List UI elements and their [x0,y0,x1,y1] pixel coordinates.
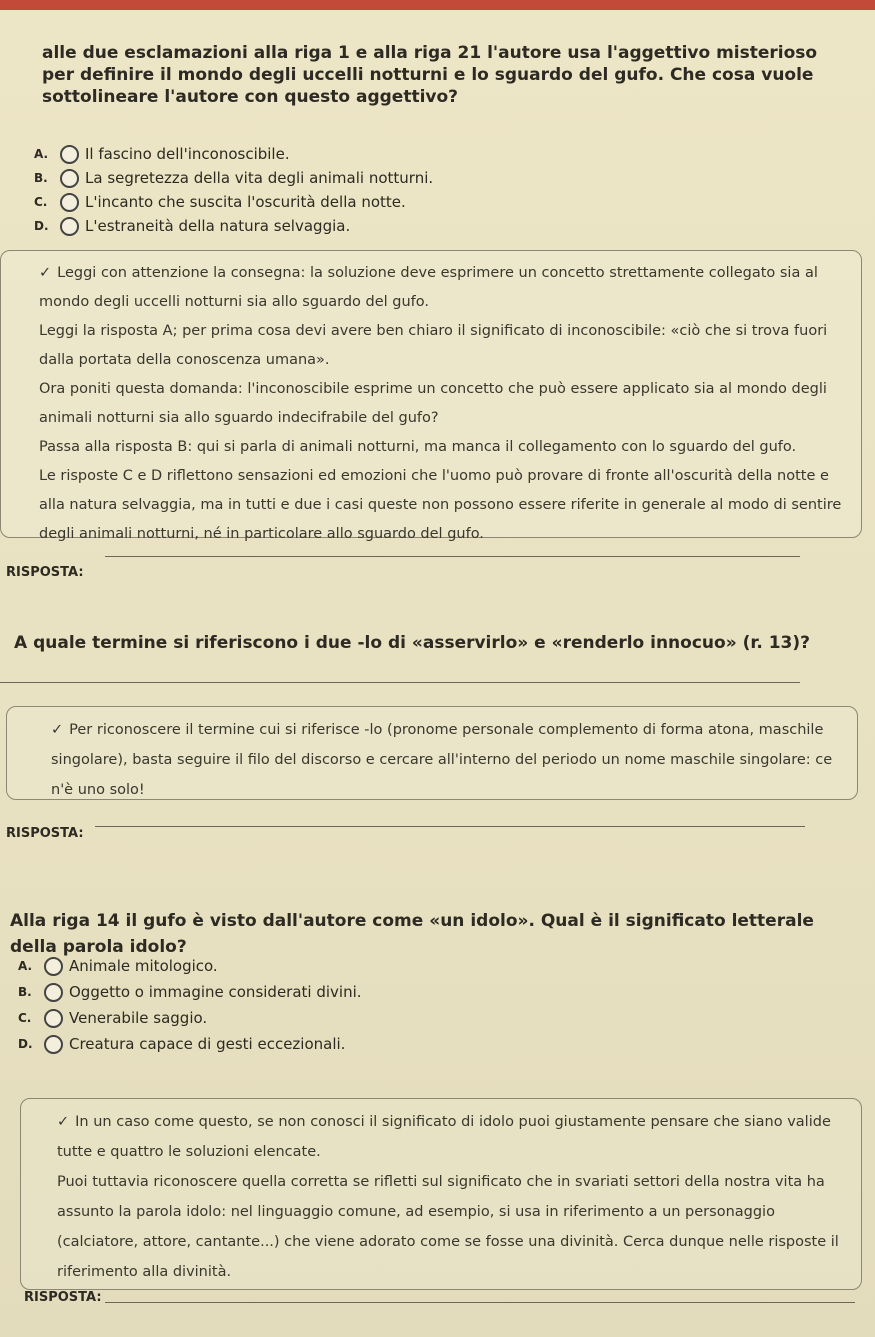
hint-paragraph: Leggi la risposta A; per prima cosa devi avere ben chiaro il significato di inconoscibile: «ciò che si trova fuori dalla portata della conoscenza umana». [39,323,828,368]
radio-circle-icon[interactable] [60,145,79,164]
question-1-options [34,142,794,238]
option-d[interactable] [34,214,794,238]
hint-box-3 [20,1098,862,1290]
option-text: Venerabile saggio. [69,1009,208,1027]
check-icon: ✓ [57,1114,70,1130]
option-b[interactable] [18,979,778,1005]
option-text: L'estraneità della natura selvaggia. [85,217,351,235]
option-letter: A. [34,147,49,161]
option-c[interactable] [34,190,794,214]
answer-label-1: RISPOSTA: [6,565,84,580]
hint-paragraph: Puoi tuttavia riconoscere quella corretta se rifletti sul significato che in svariati settori della nostra vita ha assunto la parola idolo: nel linguaggio comune, ad esempio, si usa in riferimento a un personaggio (calciatore, attore, cantante...) che viene adorato come se fosse una divinità. Cerca dunque nelle risposte il riferimento alla divinità. [57,1174,839,1280]
hint-paragraph: ✓ Per riconoscere il termine cui si riferisce -lo (pronome personale complemento di forma atona, maschile singolare), basta seguire il filo del discorso e cercare all'interno del periodo un nome maschile singolare: ce n'è uno solo! [51,722,833,798]
option-a[interactable] [34,142,794,166]
question-1: alle due esclamazioni alla riga 1 e alla riga 21 l'autore usa l'aggettivo misterioso per definire il mondo degli uccelli notturni e lo sguardo del gufo. Che cosa vuole sottolineare l'autore con questo aggettivo? [42,43,818,107]
hint-paragraph: Ora poniti questa domanda: l'inconoscibile esprime un concetto che può essere applicato sia al mondo degli animali notturni sia allo sguardo indecifrabile del gufo? [39,381,827,426]
option-letter: B. [34,171,48,185]
option-text: L'incanto che suscita l'oscurità della notte. [85,193,406,211]
option-letter: D. [34,219,49,233]
hint-paragraph: ✓ Leggi con attenzione la consegna: la soluzione deve esprimere un concetto strettamente collegato sia al mondo degli uccelli notturni sia allo sguardo del gufo. [39,265,818,310]
option-letter: A. [18,959,33,973]
option-b[interactable] [34,166,794,190]
hint-box-1 [0,250,862,542]
option-d[interactable] [18,1031,778,1057]
page-top-band [0,0,875,10]
radio-circle-icon[interactable] [60,169,79,188]
hint-paragraph: ✓ In un caso come questo, se non conosci il significato di idolo puoi giustamente pensare che siano valide tutte e quattro le soluzioni elencate. [57,1114,831,1160]
option-text: Il fascino dell'inconoscibile. [85,145,290,163]
check-icon: ✓ [39,265,52,281]
answer-line-1[interactable] [105,556,800,557]
question-3: Alla riga 14 il gufo è visto dall'autore come «un idolo». Qual è il significato letterale della parola idolo? [10,911,814,957]
hint-paragraph: Passa alla risposta B: qui si parla di animali notturni, ma manca il collegamento con lo sguardo del gufo. [39,439,797,455]
radio-circle-icon[interactable] [60,217,79,236]
option-text: Animale mitologico. [69,957,218,975]
check-icon: ✓ [51,722,64,738]
option-letter: C. [34,195,48,209]
option-c[interactable] [18,1005,778,1031]
question-2: A quale termine si riferiscono i due -lo di «asservirlo» e «renderlo innocuo» (r. 13)? [14,633,810,653]
answer-line-3[interactable] [105,1302,855,1303]
option-text: Oggetto o immagine considerati divini. [69,983,362,1001]
option-letter: C. [18,1011,32,1025]
option-a[interactable] [18,953,778,979]
hint-paragraph: Le risposte C e D riflettono sensazioni ed emozioni che l'uomo può provare di fronte all'oscurità della notte e alla natura selvaggia, ma in tutti e due i casi queste non possono essere riferite in generale al modo di sentire degli animali notturni, né in particolare allo sguardo del gufo. [39,468,842,542]
option-text: Creatura capace di gesti eccezionali. [69,1035,346,1053]
answer-label-2: RISPOSTA: [6,826,84,841]
radio-circle-icon[interactable] [44,1035,63,1054]
radio-circle-icon[interactable] [60,193,79,212]
answer-label-3: RISPOSTA: [24,1290,102,1305]
radio-circle-icon[interactable] [44,1009,63,1028]
hint-box-2 [6,706,858,800]
radio-circle-icon[interactable] [44,983,63,1002]
divider [0,682,800,683]
radio-circle-icon[interactable] [44,957,63,976]
option-letter: D. [18,1037,33,1051]
answer-line-2[interactable] [95,826,805,827]
option-letter: B. [18,985,32,999]
option-text: La segretezza della vita degli animali notturni. [85,169,434,187]
question-3-options [18,953,778,1057]
